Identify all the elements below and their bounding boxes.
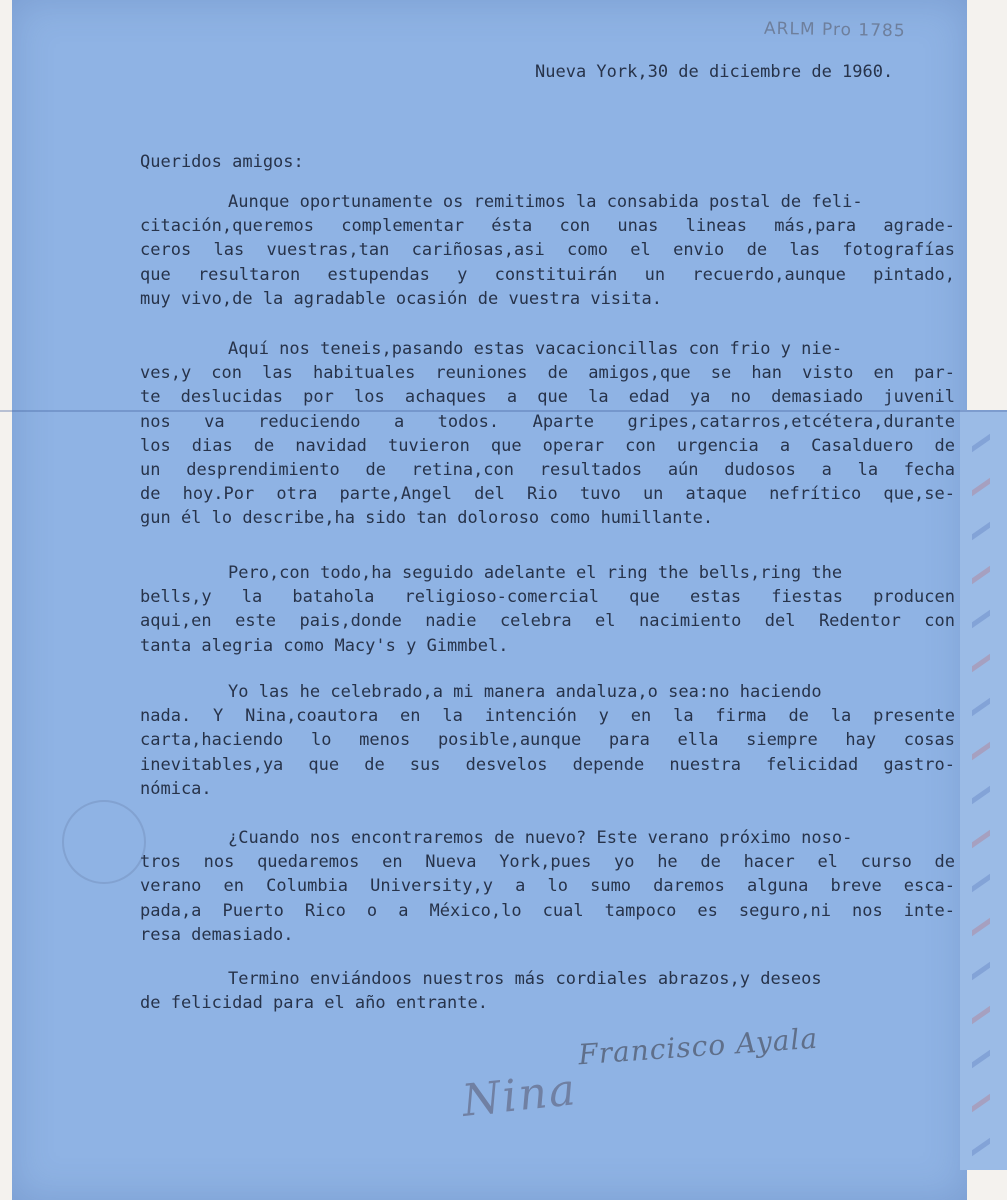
dateline: Nueva York,30 de diciembre de 1960.	[535, 62, 894, 82]
text-line: muy vivo,de la agradable ocasión de vuestra visita.	[140, 288, 662, 309]
text-line: resa demasiado.	[140, 924, 294, 945]
text-line: de felicidad para el año entrante.	[140, 993, 488, 1014]
text-line: Pero,con todo,ha seguido adelante el ring the bells,ring the	[228, 563, 843, 583]
text-line: de hoy.Por otra parte,Angel del Rio tuvo un ataque nefrítico que,se-	[140, 484, 955, 505]
text-line: gun él lo describe,ha sido tan doloroso como humillante.	[140, 508, 714, 529]
text-line: ves,y con las habituales reuniones de amigos,que se han visto en par-	[140, 363, 955, 384]
text-line: un desprendimiento de retina,con resultados aún dudosos a la fecha	[140, 460, 955, 481]
paragraph-5	[140, 826, 955, 947]
paragraph-4	[140, 680, 955, 801]
text-line: te deslucidas por los achaques a que la edad ya no demasiado juvenil	[140, 387, 955, 408]
text-line: nada. Y Nina,coautora en la intención y en la firma de la presente	[140, 706, 955, 727]
archive-reference: ARLM Pro 1785	[763, 18, 906, 42]
text-line: nos va reduciendo a todos. Aparte gripes,catarros,etcétera,durante	[140, 411, 955, 432]
text-line: inevitables,ya que de sus desvelos depende nuestra felicidad gastro-	[140, 754, 955, 775]
signature-nina: Nina	[459, 1064, 580, 1127]
postmark-stamp	[62, 800, 146, 884]
text-line: ceros las vuestras,tan cariñosas,asi como el envio de las fotografías	[140, 240, 955, 261]
paragraph-3	[140, 561, 955, 658]
text-line: los dias de navidad tuvieron que operar con urgencia a Casalduero de	[140, 435, 955, 456]
text-line: tanta alegria como Macy's y Gimmbel.	[140, 635, 509, 656]
text-line: Yo las he celebrado,a mi manera andaluza,o sea:no haciendo	[228, 682, 822, 702]
text-line: ¿Cuando nos encontraremos de nuevo? Este verano próximo noso-	[228, 828, 853, 848]
paragraph-1	[140, 190, 955, 311]
text-line: Termino enviándoos nuestros más cordiales abrazos,y deseos	[228, 969, 822, 989]
text-line: carta,haciendo lo menos posible,aunque para ella siempre hay cosas	[140, 730, 955, 751]
text-line: Aunque oportunamente os remitimos la consabida postal de feli-	[228, 192, 863, 212]
text-line: bells,y la batahola religioso-comercial que estas fiestas producen	[140, 587, 955, 608]
text-line: tros nos quedaremos en Nueva York,pues yo he de hacer el curso de	[140, 852, 955, 873]
text-line: nómica.	[140, 778, 212, 799]
text-line: pada,a Puerto Rico o a México,lo cual tampoco es seguro,ni nos inte-	[140, 900, 955, 921]
text-line: aqui,en este pais,donde nadie celebra el nacimiento del Redentor con	[140, 611, 955, 632]
text-line: que resultaron estupendas y constituirán un recuerdo,aunque pintado,	[140, 264, 955, 285]
text-line: verano en Columbia University,y a lo sumo daremos alguna breve esca-	[140, 876, 955, 897]
signature-francisco: Francisco Ayala	[577, 1021, 820, 1072]
paragraph-6	[140, 967, 955, 1015]
text-line: Aquí nos teneis,pasando estas vacacioncillas con frio y nie-	[228, 339, 843, 359]
text-line: citación,queremos complementar ésta con unas lineas más,para agrade-	[140, 216, 955, 237]
salutation: Queridos amigos:	[140, 152, 304, 172]
paragraph-2	[140, 337, 955, 531]
